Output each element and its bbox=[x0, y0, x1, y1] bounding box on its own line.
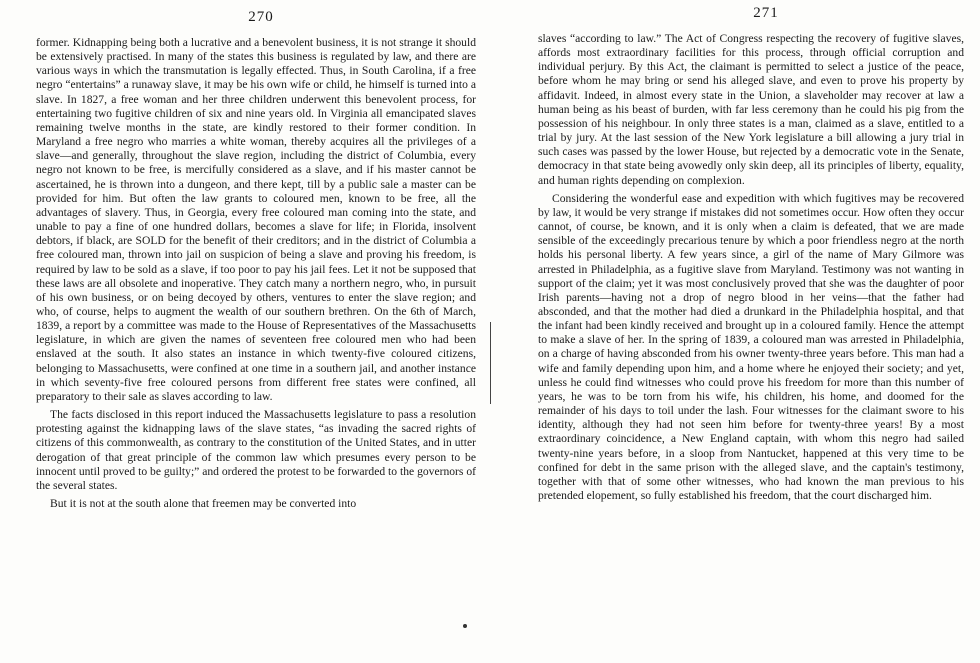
page-number: 271 bbox=[753, 5, 779, 21]
paragraph: But it is not at the south alone that freemen may be converted into bbox=[50, 497, 357, 510]
ink-dot bbox=[463, 624, 467, 628]
right-page bbox=[490, 0, 980, 663]
paragraph: former. Kidnapping being both a lucrative and a benevolent business, it is not strange it should be extensively practised. In many of the states this business is regulated by law, and there are various ways in which the transmutation is legally effected. Thus, in South Carolina, if a free negro “entertains” a runaway slave, it may be his own wife or child, he himself is turned into a slave. In 1827, a free woman and her three children underwent this benevolent process, for entertaining two fugitive children of six and nine years old. In Virginia all emancipated slaves remaining twelve months in the state, are kindly restored to their former condition. In Maryland a free negro who marries a white woman, thereby acquires all the privileges of a slave—and generally, throughout the slave region, including the district of Columbia, every negro not known to be free, is mercifully considered as a slave, and if his master cannot be ascertained, he is thrown into a dungeon, and there kept, till by a public sale a master can be provided for him. But often the law grants to coloured men, known to be free, all the advantages of slavery. Thus, in Georgia, every free coloured man coming into the state, and unable to pay a fine of one hundred dollars, becomes a slave for life; in Florida, insolvent debtors, if black, are SOLD for the benefit of their creditors; and in the district of Columbia a free coloured man, thrown into jail on suspicion of being a slave and proving his freedom, is required by law to be sold as a slave, if too poor to pay his jail fees. Let it not be supposed that these laws are all obsolete and inoperative. They catch many a northern negro, who, in pursuit of his own business, or on being decoyed by others, ventures to enter the slave region; and who, of course, helps to augment the wealth of our southern brethren. On the 6th of March, 1839, a report by a committee was made to the House of Representatives of the Massachusetts legislature, in which are given the names of seventeen free coloured men who had been enslaved at the south. It also states an instance in which twenty-five coloured citizens, belonging to Massachusetts, were confined at one time in a southern jail, and another instance in which seventy-five free coloured persons from different free states were confined, all preparatory to their sale as slaves according to law. bbox=[36, 36, 476, 403]
paragraph: Considering the wonderful ease and expedition with which fugitives may be recovered by law, it would be very strange if mistakes did not sometimes occur. How often they occur cannot, of course, be known, and it is only when a claim is defeated, that we are made sensible of the exceedingly precarious tenure by which a poor friendless negro at the north holds his personal liberty. A few years since, a girl of the name of Mary Gilmore was arrested in Philadelphia, as a fugitive slave from Maryland. Testimony was not wanting in support of the claim; yet it was most conclusively proved that she was the daughter of poor Irish parents—having not a drop of negro blood in her veins—that the father had absconded, and that the mother had died a drunkard in the Philadelphia hospital, and that the infant had been kindly received and brought up in a coloured family. Hence the attempt to make a slave of her. In the spring of 1839, a coloured man was arrested in Philadelphia, on a charge of having absconded from his owner twenty-three years before. This man had a wife and family depending upon him, and a home where he enjoyed their society; and yet, unless he could find witnesses who could prove his freedom for more than this number of years, he was to be torn from his wife, his children, his home, and doomed for the remainder of his days to toil under the lash. Four witnesses for the claimant swore to his identity, although they had not seen him before for twenty-three years! By a most extraordinary coincidence, a New England captain, with whom this negro had sailed twenty-nine years before, in a sloop from Nantucket, happened at this very time to be confined for debt in the same prison with the alleged slave, and the captain's testimony, together with that of some other witnesses, who had known the man previous to his pretended elopement, so fully established his freedom, that the court discharged him. bbox=[538, 191, 964, 502]
paragraph: slaves “according to law.” The Act of Congress respecting the recovery of fugitive slaves, affords most extraordinary facilities for this process, through official corruption and individual perjury. By this Act, the claimant is permitted to select a justice of the peace, before whom he may bring or send his alleged slave, and even to prove his property by affidavit. Indeed, in almost every state in the Union, a slaveholder may recover at law a human being as his beast of burden, with far less ceremony than he could his pig from the possession of his neighbour. In only three states is a man, claimed as a slave, entitled to a trial by jury. At the last session of the New York legislature a bill allowing a jury trial in such cases was passed by the lower House, but rejected by a democratic vote in the Senate, democracy in that state being avowedly only skin deep, all its principles of liberty, equality, and human rights depending on complexion. bbox=[538, 32, 964, 187]
paragraph: The facts disclosed in this report induced the Massachusetts legislature to pass a resolution protesting against the kidnapping laws of the slave states, “as invading the sacred rights of citizens of this commonwealth, as contrary to the constitution of the United States, and in utter derogation of that great principle of the common law which presumes every person to be innocent until proved to be guilty;” and ordered the protest to be forwarded to the governors of the several states. bbox=[36, 408, 476, 492]
page-number: 270 bbox=[248, 9, 274, 25]
